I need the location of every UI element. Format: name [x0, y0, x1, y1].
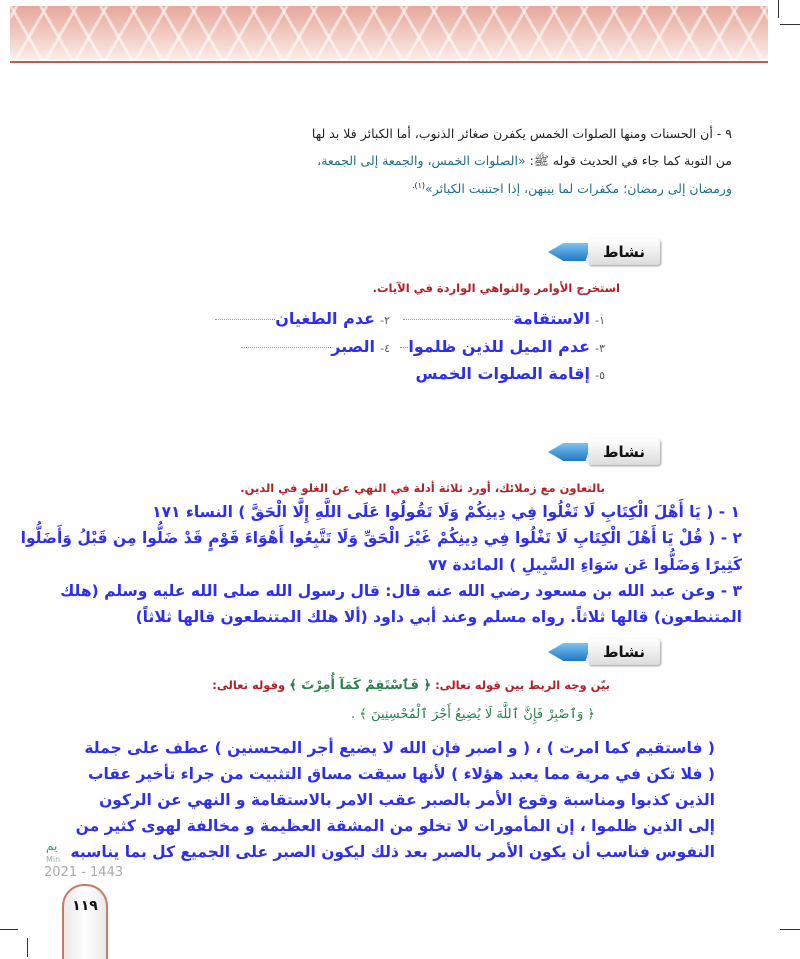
answer-item: [215, 309, 390, 328]
activity-badge: [548, 439, 660, 465]
paragraph-line: [317, 153, 732, 172]
page-number-tab: [62, 884, 108, 959]
item-number: ٢-: [380, 314, 390, 327]
paragraph-line: ٩ - أن الحسنات ومنها الصلوات الخمس يكفرن صغائر الذنوب، أما الكبائر فلا بد لها: [311, 126, 732, 141]
decorative-header-band: [10, 6, 768, 60]
crop-mark: [27, 938, 28, 957]
instruction-text: بيّن وجه الربط بين قوله تعالى:: [431, 678, 610, 692]
activity-badge: [548, 239, 660, 265]
stamp-text: يم: [46, 839, 58, 853]
item-answer: الاستقامة: [513, 309, 590, 328]
edition-year: 2021 - 1443: [44, 865, 124, 880]
crop-mark: [780, 929, 800, 930]
answer-line: ٢ - ( قُلْ يَا أَهْلَ الْكِتَابِ لَا تَغْلُوا فِي دِينِكُمْ غَيْرَ الْحَقِّ وَلَا تَتَّبِعُوا أَهْوَاءَ قَوْمٍ قَدْ ضَلُّوا مِن قَبْلُ وَأَضَلُّوا: [20, 529, 742, 547]
answer-line: الذين كذبوا ومناسبة وقوع الأمر بالصبر عقب الامر بالاستقامة و النهي عن الركون: [99, 791, 715, 809]
answer-item: [400, 337, 605, 356]
dotted-line: [241, 347, 331, 348]
arrow-icon: [548, 243, 592, 261]
answer-line: إلى الذين ظلموا ، إن المأمورات لا تخلو من المشقة العظيمة و مخالفة لهوى كثير من: [75, 817, 715, 835]
item-number: ٥-: [595, 369, 605, 382]
answer-line: كَثِيرًا وَضَلُّوا عَن سَوَاءِ السَّبِيلِ ) المائدة ٧٧: [428, 556, 742, 574]
paragraph-text: من التوبة كما جاء في الحديث قوله ﷺ:: [525, 153, 732, 168]
quran-verse: ﴿ وَٱصْبِرْ فَإِنَّ ٱللَّهَ لَا يُضِيعُ أَجْرَ ٱلْمُحْسِنِينَ ﴾ .: [351, 707, 595, 722]
answer-line: المتنطعون) قالها ثلاثاً. رواه مسلم وعند أبي داود (ألا هلك المتنطعون قالها ثلاثاً): [135, 608, 742, 626]
dotted-line: [215, 319, 275, 320]
item-answer: عدم الطغيان: [275, 309, 375, 328]
activity-badge-label: نشاط: [588, 439, 660, 465]
activity-badge-label: نشاط: [588, 639, 660, 665]
footnote-ref: (١).: [411, 181, 426, 190]
activity-instruction: استخرج الأوامر والنواهي الواردة في الآيات.: [372, 281, 620, 295]
dotted-line: [403, 319, 513, 320]
crop-mark: [0, 929, 18, 930]
item-number: ١-: [595, 314, 605, 327]
hadith-text: «الصلوات الخمس، والجمعة إلى الجمعة،: [317, 153, 526, 168]
hadith-text: ورمضان إلى رمضان؛ مكفرات لما بينهن، إذا اجتنبت الكبائر»: [425, 181, 732, 197]
answer-line: ١ - ( يَا أَهْلَ الْكِتَابِ لَا تَغْلُوا فِي دِينِكُمْ وَلَا تَقُولُوا عَلَى اللَّهِ إِلَّا الْحَقَّ ) النساء ١٧١: [152, 503, 740, 521]
answer-item: [416, 364, 605, 383]
item-number: ٣-: [595, 342, 605, 355]
crop-mark: [778, 0, 779, 18]
activity-instruction: [212, 678, 610, 693]
item-answer: إقامة الصلوات الخمس: [415, 364, 590, 383]
page-number: ١١٩: [72, 898, 98, 914]
answer-line: ٣ - وعن عبد الله بن مسعود رضي الله عنه قال: قال رسول الله صلى الله عليه وسلم (هلك: [60, 582, 742, 600]
activity-instruction: بالتعاون مع زملائك، أورد ثلاثة أدلة في النهي عن الغلو في الدين.: [240, 481, 605, 495]
answer-line: ( فلا تكن في مرية مما يعبد هؤلاء ) لأنها سيقت مساق التثبيت من جراء تأخير عقاب: [87, 765, 715, 783]
activity-badge-label: نشاط: [588, 239, 660, 265]
answer-item: [241, 337, 390, 356]
item-number: ٤-: [380, 342, 390, 355]
instruction-text: وقوله تعالى:: [212, 678, 290, 692]
paragraph-line: [412, 181, 732, 196]
activity-badge: [548, 639, 660, 665]
arrow-icon: [548, 643, 592, 661]
item-answer: الصبر: [331, 337, 375, 356]
stamp-text: Min: [46, 855, 61, 864]
answer-line: ( فاستقيم كما امرت ) ، ( و اصبر فإن الله لا يضيع أجر المحسنين ) عطف على جملة: [84, 739, 715, 757]
item-answer: عدم الميل للذين ظلموا: [408, 337, 590, 356]
arrow-icon: [548, 443, 592, 461]
header-divider: [10, 61, 768, 63]
answer-line: النفوس فناسب أن يكون الأمر بالصبر بعد ذلك ليكون الصبر على الجميع كل بما يناسبه: [70, 843, 715, 861]
quran-verse: ﴿ فَٱسْتَقِمْ كَمَآ أُمِرْتَ ﴾: [289, 678, 432, 693]
crop-mark: [780, 24, 800, 25]
answer-item: [403, 309, 605, 328]
